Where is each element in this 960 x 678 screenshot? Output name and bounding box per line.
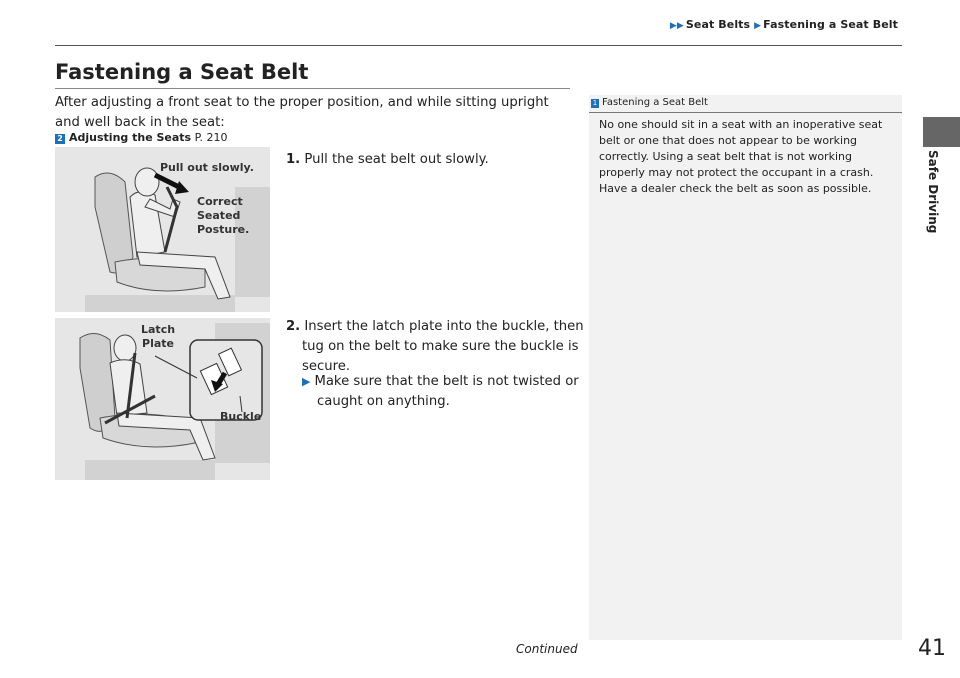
latch-line: Latch [141, 323, 176, 336]
sub-arrow-icon: ▶ [302, 375, 311, 388]
breadcrumb [670, 18, 898, 31]
breadcrumb-item-fastening[interactable]: Fastening a Seat Belt [763, 18, 898, 31]
figure-label-buckle: Buckle [220, 410, 262, 423]
title-divider [55, 88, 570, 89]
page-title: Fastening a Seat Belt [55, 60, 309, 84]
chapter-tab[interactable] [923, 117, 960, 147]
step-text-line: tug on the belt to make sure the buckle is [302, 339, 579, 354]
step-text: Pull the seat belt out slowly. [304, 152, 489, 167]
step-2-subnote [302, 372, 579, 412]
note-title: Fastening a Seat Belt [602, 97, 708, 108]
subnote-line: caught on anything. [317, 394, 450, 409]
note-header [589, 95, 902, 113]
figure-label-latch-plate [141, 323, 175, 351]
latch-line: Plate [142, 337, 175, 350]
posture-line: Correct [197, 195, 243, 208]
chapter-tab-label [926, 150, 940, 234]
xref-label: Adjusting the Seats [69, 131, 192, 144]
reference-icon: 2 [55, 134, 65, 144]
note-icon: 1 [592, 99, 598, 107]
intro-text: After adjusting a front seat to the proper position, and while sitting upright and well back in the seat: [55, 95, 549, 130]
page-number: 41 [918, 636, 946, 661]
step-2 [286, 317, 584, 377]
note-body: No one should sit in a seat with an inoperative seat belt or one that does not appear to be working correctly. Using a seat belt that is not working properly may not protect the occupant in a crash. Have a dealer check the belt as soon as possible. [599, 118, 883, 195]
step-number: 1. [286, 152, 301, 167]
continued-label: Continued [516, 642, 578, 656]
figure-latch-buckle [55, 318, 270, 480]
cross-reference-link[interactable] [55, 131, 228, 144]
figure-label-posture [197, 195, 249, 237]
breadcrumb-arrow-icon: ▶▶ [669, 21, 684, 31]
figure-pull-belt [55, 147, 270, 312]
step-1 [286, 150, 489, 170]
header-divider [55, 45, 902, 46]
subnote-line: Make sure that the belt is not twisted or [314, 374, 579, 389]
xref-page: P. 210 [194, 131, 228, 144]
posture-line: Seated [197, 209, 241, 222]
chapter-label-text: Safe Driving [926, 150, 940, 234]
step-number: 2. [286, 319, 301, 334]
step-text-line: secure. [302, 359, 351, 374]
figure-label-pull-out: Pull out slowly. [160, 161, 254, 174]
breadcrumb-arrow-icon: ▶ [754, 21, 762, 31]
step-text-line: Insert the latch plate into the buckle, then [304, 319, 584, 334]
breadcrumb-item-seat-belts[interactable]: Seat Belts [685, 18, 751, 31]
posture-line: Posture. [197, 223, 250, 236]
